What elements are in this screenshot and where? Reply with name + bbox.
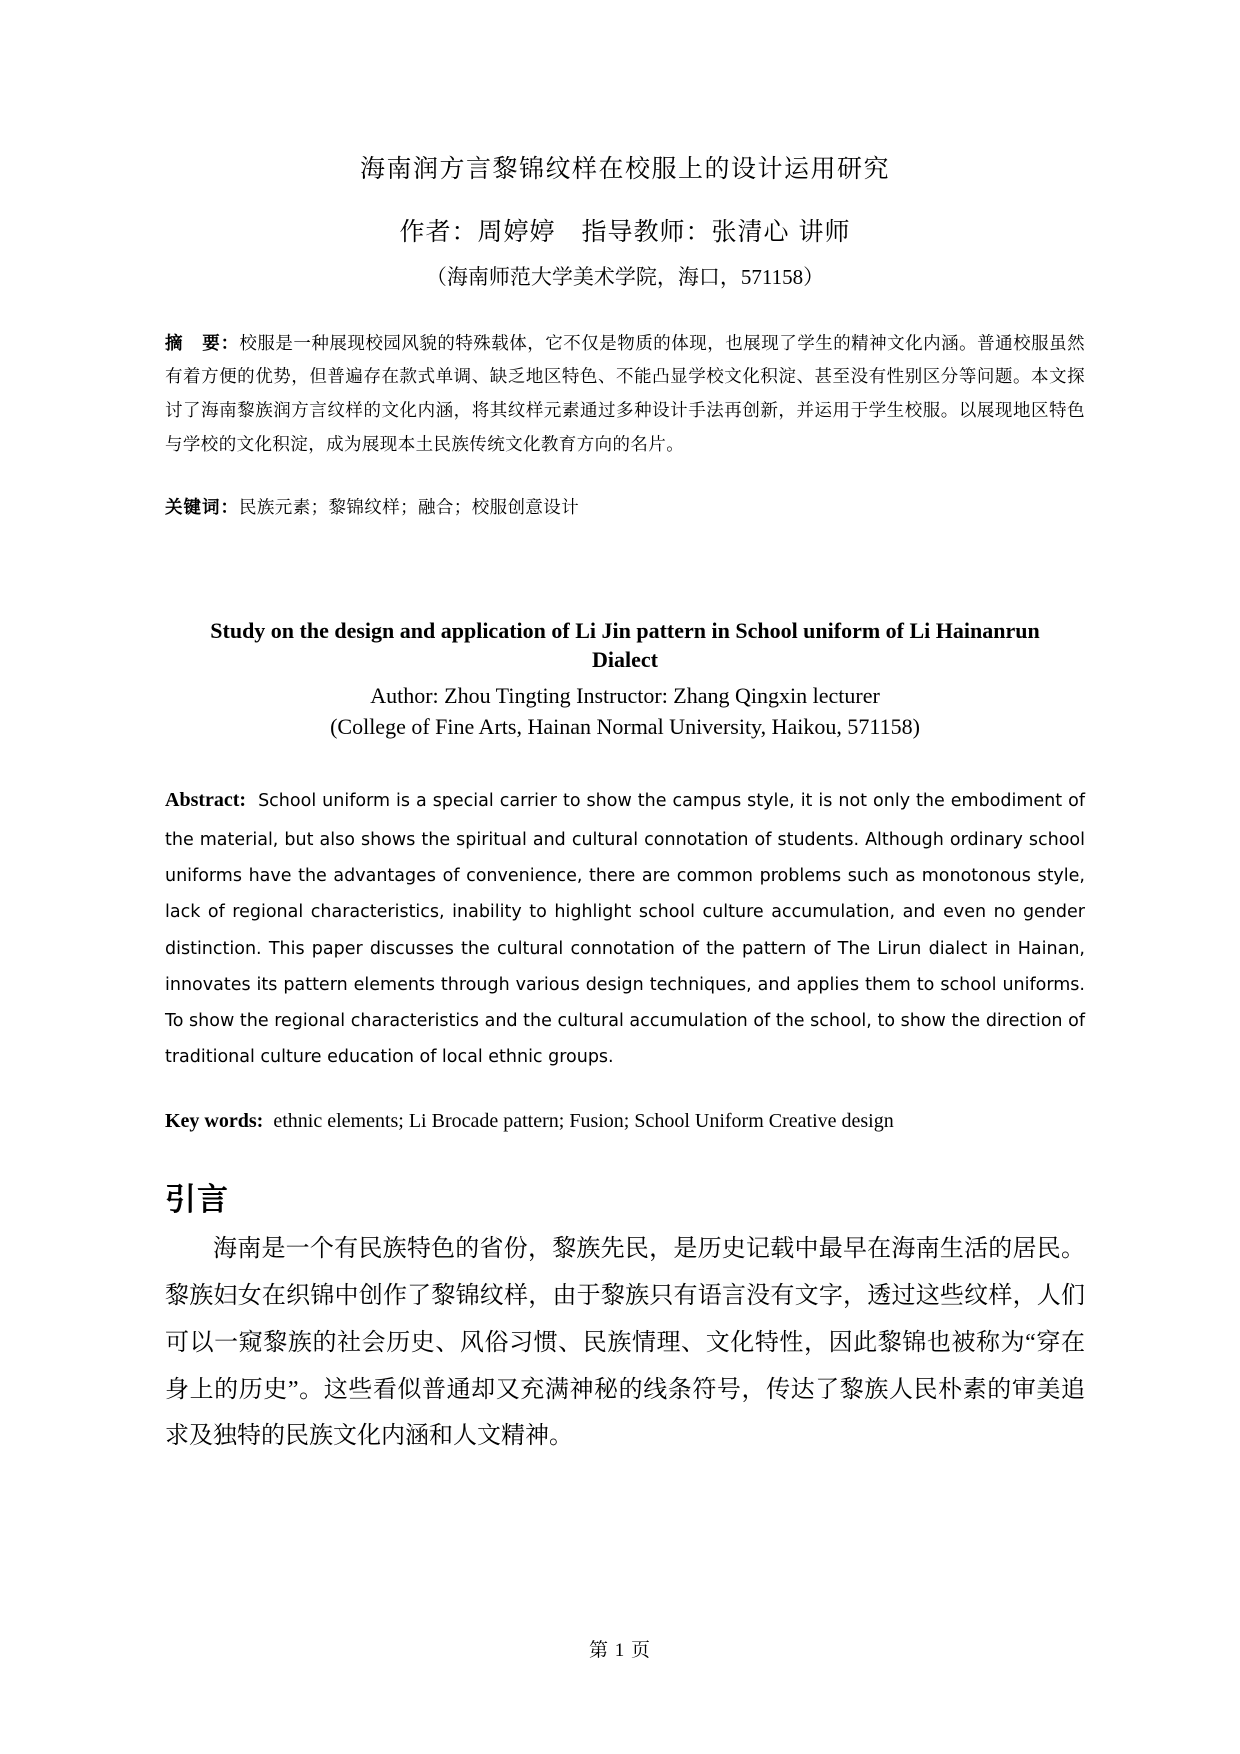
chinese-abstract-text: 校服是一种展现校园风貌的特殊载体，它不仅是物质的体现，也展现了学生的精神文化内涵。普通校服虽然有着方便的优势，但普遍存在款式单调、缺乏地区特色、不能凸显学校文化积淀、甚至没有性别区分等问题。本文探讨了海南黎族润方言纹样的文化内涵，将其纹样元素通过多种设计手法再创新，并运用于学生校服。以展现地区特色与学校的文化积淀，成为展现本土民族传统文化教育方向的名片。 <box>165 333 1086 455</box>
chinese-instructor: 指导教师：张清心 讲师 <box>581 216 851 246</box>
english-keywords-text: ethnic elements; Li Brocade pattern; Fusion; School Uniform Creative design <box>273 1110 894 1133</box>
english-keywords <box>165 1103 1085 1139</box>
chinese-author-line <box>165 214 1085 249</box>
english-abstract-text: School uniform is a special carrier to show the campus style, it is not only the embodiment of the material, but also shows the spiritual and cultural connotation of students. Although ordinary school uniforms have the advantages of convenience, there are common problems such as monotonous style, lack of regional characteristics, inability to highlight school culture accumulation, and even no gender distinction. This paper discusses the cultural connotation of the pattern of The Lirun dialect in Hainan, innovates its pattern elements through various design techniques, and applies them to school uniforms. To show the regional characteristics and the cultural accumulation of the school, to show the direction of traditional culture education of local ethnic groups. <box>165 791 1085 1068</box>
english-keywords-label: Key words: <box>165 1110 264 1133</box>
page-number-footer: 第 1 页 <box>588 1640 651 1661</box>
chinese-author: 作者：周婷婷 <box>399 216 556 246</box>
english-affiliation: (College of Fine Arts, Hainan Normal University, Haikou, 571158) <box>330 713 920 739</box>
introduction-heading: 引言 <box>165 1182 229 1219</box>
chinese-keywords-text: 民族元素；黎锦纹样；融合；校服创意设计 <box>239 498 580 519</box>
chinese-affiliation: （海南师范大学美术学院，海口，571158） <box>425 264 825 289</box>
chinese-abstract-label: 摘 要： <box>165 333 240 354</box>
introduction-paragraph: 海南是一个有民族特色的省份，黎族先民，是历史记载中最早在海南生活的居民。黎族妇女在织锦中创作了黎锦纹样，由于黎族只有语言没有文字，透过这些纹样，人们可以一窥黎族的社会历史、风俗习惯、民族情理、文化特性，因此黎锦也被称为“穿在身上的历史”。这些看似普通却又充满神秘的线条符号，传达了黎族人民朴素的审美追求及独特的民族文化内涵和人文精神。 <box>165 1236 1085 1450</box>
chinese-abstract <box>165 328 1085 462</box>
chinese-keywords-label: 关键词： <box>165 498 239 519</box>
english-abstract <box>165 780 1085 1075</box>
chinese-title: 海南润方言黎锦纹样在校服上的设计运用研究 <box>359 154 890 183</box>
chinese-keywords <box>165 492 1085 525</box>
english-abstract-label: Abstract: <box>165 789 247 812</box>
english-title: Study on the design and application of Li Jin pattern in School uniform of Li Hainanrun Dialect <box>210 617 1040 673</box>
english-author-line: Author: Zhou Tingting Instructor: Zhang Qingxin lecturer <box>370 682 880 708</box>
